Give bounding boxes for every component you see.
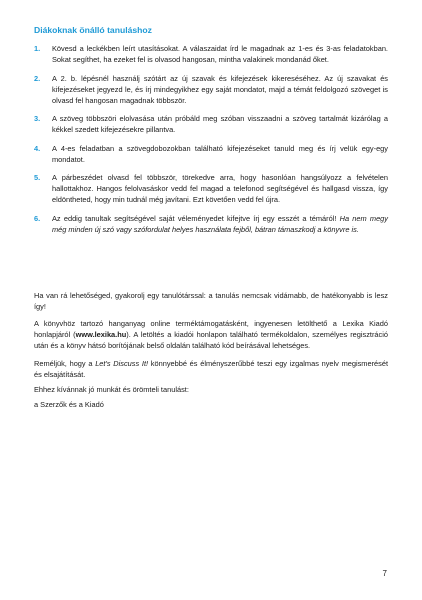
page-number: 7 (382, 569, 387, 578)
step-number: 6. (34, 213, 41, 223)
step-number: 4. (34, 143, 41, 153)
step-number: 1. (34, 44, 41, 53)
hope-paragraph (34, 358, 388, 380)
step-text-plain: Az eddig tanultak segítségével saját véleményedet kifejtve írj egy esszét a témáról! (52, 213, 340, 223)
step-item (34, 213, 388, 235)
step-number: 5. (34, 173, 41, 182)
step-number: 2. (34, 73, 41, 83)
step-item (34, 143, 388, 165)
step-item (34, 43, 388, 65)
step-text: A szöveg többszöri elolvasása után próbáld meg szóban visszaadni a szöveg tartalmát kizárólag a kékkel szedett kifejezésekre pillantva. (52, 114, 388, 134)
online-text-1: A könyvhöz tartozó hanganyag online terméktámogatásként, ingyenesen letölthető a Lexika Kiadó honlapjáról ( (34, 319, 388, 339)
step-list (34, 43, 388, 242)
hope-text-1: Reméljük, hogy a (34, 359, 96, 368)
section-title: Diákoknak önálló tanuláshoz (34, 25, 152, 35)
online-text-2: ). A letöltés a kiadói honlapon található termékoldalon, személyes regisztráció után és a könyv hátsó borítójának belső oldalán található kód beírásával lehetséges. (34, 330, 388, 350)
practice-paragraph: Ha van rá lehetőséged, gyakorolj egy tanulótárssal: a tanulás nemcsak vidámabb, de hatékonyabb is lesz így! (34, 291, 388, 311)
step-text: Kövesd a leckékben leírt utasításokat. A válaszaidat írd le magadnak az 1-es és 3-as feladatokban. Sokat segíthet, ha ezeket fel is olvasod hangosan, mintha valakinek mondanád őket. (52, 44, 388, 64)
step-text: A 2. b. lépésnél használj szótárt az új szavak és kifejezések kikereséséhez. Az új szavakat és kifejezéseket jegyezd le, és írj mindegyikhez egy saját mondatot, majd a témát feldolgozó szöveget is olvasd fel hangosan magadnak többször. (52, 73, 388, 105)
online-paragraph (34, 318, 388, 351)
wish-paragraph: Ehhez kívánnak jó munkát és örömteli tanulást: (34, 385, 189, 394)
website-link[interactable]: www.lexika.hu (75, 330, 127, 339)
step-text (52, 213, 388, 235)
step-number: 3. (34, 114, 41, 123)
step-item (34, 172, 388, 205)
step-text: A 4-es feladatban a szövegdobozokban található kifejezéseket tanuld meg és írj velük egy-egy mondatot. (52, 143, 388, 164)
step-item (34, 113, 388, 135)
book-title: Let's Discuss It! (95, 359, 149, 368)
signature: a Szerzők és a Kiadó (34, 400, 104, 409)
hope-text-2: könnyebbé és élményszerűbbé teszi egy izgalmas nyelv megismerését és elsajátítását. (34, 359, 389, 379)
step-text: A párbeszédet olvasd fel többször, törekedve arra, hogy hasonlóan hangsúlyozz a felvételen hallottakhoz. Hangos felolvasáskor vedd fel magad a telefonod segítségével és hallgasd vissza, így eldöntheted, hogy min tudnál még javítani. Ezt követően vedd fel újra. (52, 173, 388, 204)
step-text-italic: Ha nem megy még minden új szó vagy szófordulat helyes használata fejből, bátran támaszkodj a könyvre is. (52, 213, 388, 234)
step-item (34, 73, 388, 106)
